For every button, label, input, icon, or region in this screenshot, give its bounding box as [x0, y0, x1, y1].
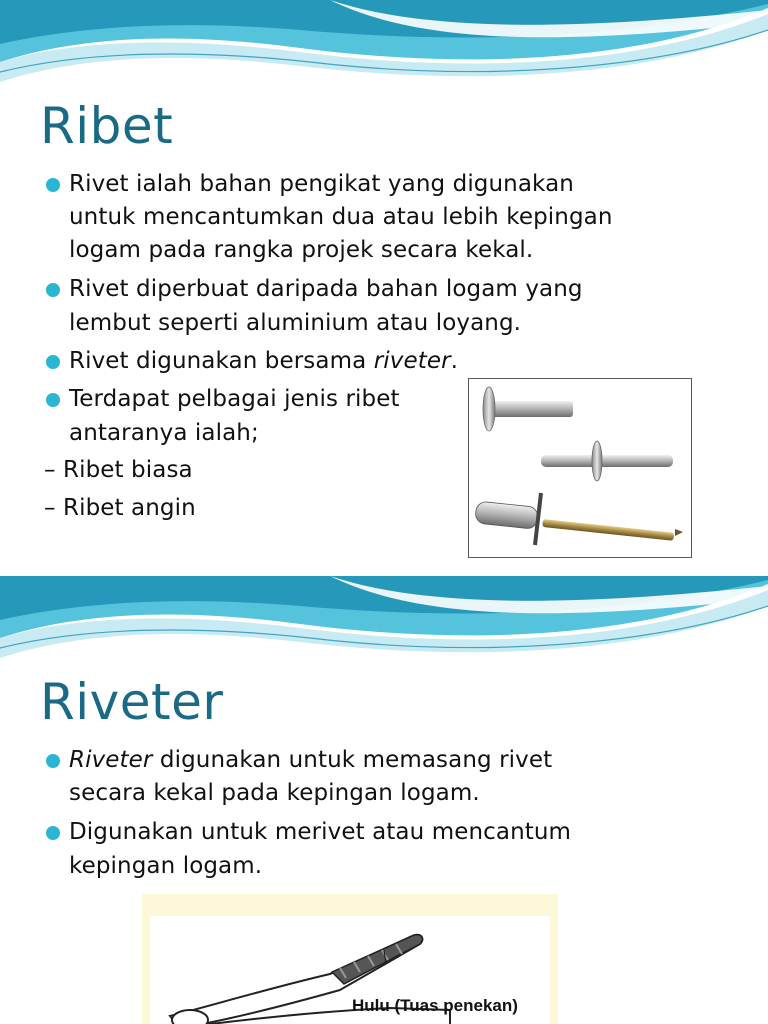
bullet-dot-icon [46, 826, 60, 840]
slide-ribet: Ribet Rivet ialah bahan pengikat yang digunakan untuk mencantumkan dua atau lebih kepingan logam pada rangka projek secara kekal. Rivet diperbuat daripada bahan logam yang lembut seperti aluminium atau loyang. Rivet digunakan bersama riveter. Terdapat pelbagai jenis ribet antaranya ialah; – Ribet biasa – Ribet angin [0, 0, 768, 576]
bullet-dot-icon [46, 393, 60, 407]
figure-label: Hulu (Tuas penekan) [352, 996, 518, 1015]
list-item-text: antaranya ialah; [69, 420, 259, 446]
list-item-text: lembut seperti aluminium atau loyang. [69, 310, 522, 336]
slide-title: Riveter [40, 673, 224, 731]
list-item-text: untuk mencantumkan dua atau lebih kepingan [69, 204, 613, 230]
bullet-dot-icon [46, 754, 60, 768]
bullet-dot-icon [46, 355, 60, 369]
italic-term: riveter [373, 348, 451, 374]
list-item-text: kepingan logam. [69, 853, 263, 879]
wave-header-decoration [0, 0, 768, 95]
slide-title: Ribet [40, 97, 174, 155]
rivets-illustration [469, 379, 691, 557]
bullet-dot-icon [46, 178, 60, 192]
list-item-text: logam pada rangka projek secara kekal. [69, 237, 534, 263]
wave-header-decoration [0, 576, 768, 671]
slide-riveter: Riveter Riveter digunakan untuk memasang rivet secara kekal pada kepingan logam. Digunakan untuk merivet atau mencantum kepingan logam. Hulu (Tuas penekan) [0, 576, 768, 1024]
rivets-image [468, 378, 692, 558]
bullet-dot-icon [46, 283, 60, 297]
riveter-diagram [142, 894, 558, 1024]
italic-term: Riveter [69, 747, 153, 773]
list-item-text: secara kekal pada kepingan logam. [69, 780, 480, 806]
